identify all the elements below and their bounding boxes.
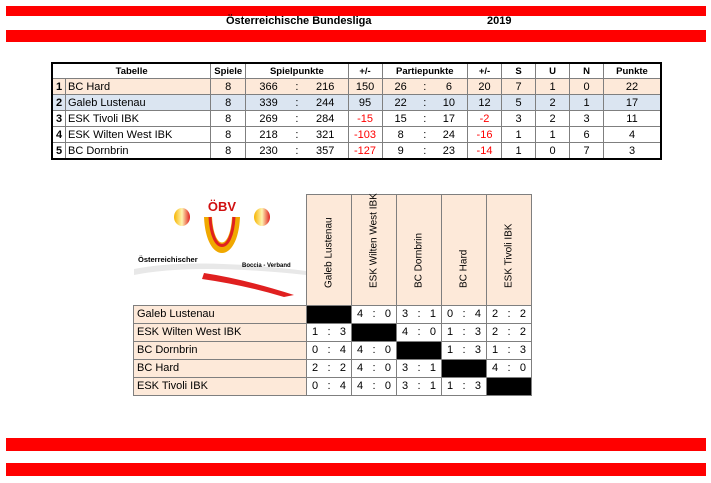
matrix-diagonal: [397, 341, 442, 359]
score-separator: :: [462, 344, 466, 356]
cell-sp-for: 230: [246, 143, 291, 160]
score-separator: :: [417, 362, 421, 374]
cell-pp-diff: -2: [468, 111, 502, 127]
cell-pp-for: 15: [382, 111, 419, 127]
col-sp-diff: +/-: [348, 63, 382, 79]
cell-pp-against: 17: [431, 111, 468, 127]
cell-games: 8: [211, 95, 246, 111]
score-away: 0: [519, 362, 526, 374]
cell-pts: 22: [604, 79, 662, 95]
matrix-col-header: Galeb Lustenau: [307, 195, 352, 306]
score-home: 0: [447, 308, 454, 320]
separator: :: [419, 127, 431, 143]
col-pp-diff: +/-: [468, 63, 502, 79]
matrix-result: [352, 305, 397, 323]
score-separator: :: [507, 326, 511, 338]
score-away: 3: [474, 344, 481, 356]
cell-games: 8: [211, 127, 246, 143]
score-separator: :: [372, 308, 376, 320]
cell-pts: 17: [604, 95, 662, 111]
page-title: Österreichische Bundesliga: [226, 15, 372, 27]
cell-team: BC Dornbrin: [66, 143, 211, 160]
logo: [134, 195, 307, 306]
score-separator: :: [372, 362, 376, 374]
cell-pts: 11: [604, 111, 662, 127]
matrix-result: [442, 341, 487, 359]
score-separator: :: [417, 380, 421, 392]
cell-s: 1: [502, 143, 536, 160]
cell-sp-diff: -15: [348, 111, 382, 127]
cell-pp-diff: 20: [468, 79, 502, 95]
col-punkte: Punkte: [604, 63, 662, 79]
col-u: U: [536, 63, 570, 79]
score-home: 0: [312, 344, 319, 356]
score-home: 1: [447, 344, 454, 356]
table-row: [52, 111, 661, 127]
cell-games: 8: [211, 79, 246, 95]
matrix-result: [487, 323, 532, 341]
score-away: 2: [339, 362, 346, 374]
cell-s: 1: [502, 127, 536, 143]
score-home: 1: [492, 344, 499, 356]
score-home: 2: [492, 326, 499, 338]
separator: :: [291, 127, 303, 143]
score-away: 4: [339, 380, 346, 392]
score-separator: :: [507, 344, 511, 356]
matrix-row-team: BC Dornbrin: [134, 341, 307, 359]
matrix-result: [442, 323, 487, 341]
score-home: 2: [492, 308, 499, 320]
matrix-row-team: ESK Wilten West IBK: [134, 323, 307, 341]
matrix-row-team: Galeb Lustenau: [134, 305, 307, 323]
matrix-result: [397, 305, 442, 323]
score-home: 1: [447, 326, 454, 338]
score-away: 3: [519, 344, 526, 356]
cell-sp-for: 339: [246, 95, 291, 111]
score-away: 1: [429, 362, 436, 374]
col-s: S: [502, 63, 536, 79]
cell-pp-for: 22: [382, 95, 419, 111]
matrix-row: [134, 341, 532, 359]
cell-pts: 3: [604, 143, 662, 160]
cell-n: 1: [570, 95, 604, 111]
cell-rank: 1: [52, 79, 66, 95]
score-separator: :: [372, 380, 376, 392]
cell-sp-for: 366: [246, 79, 291, 95]
score-home: 4: [357, 344, 364, 356]
matrix-result: [307, 341, 352, 359]
cell-sp-diff: 150: [348, 79, 382, 95]
score-separator: :: [462, 308, 466, 320]
separator: :: [419, 95, 431, 111]
cell-pp-for: 8: [382, 127, 419, 143]
score-home: 4: [357, 380, 364, 392]
matrix-row-team: ESK Tivoli IBK: [134, 377, 307, 395]
cell-sp-against: 244: [303, 95, 348, 111]
col-spiele: Spiele: [211, 63, 246, 79]
matrix-diagonal: [307, 305, 352, 323]
red-bar-2: [6, 30, 706, 42]
cell-u: 1: [536, 127, 570, 143]
bottom-red-bar-2: [6, 463, 706, 476]
matrix-col-header: ESK Wilten West IBK: [352, 195, 397, 306]
separator: :: [291, 95, 303, 111]
matrix-result: [307, 377, 352, 395]
table-row: [52, 143, 661, 160]
score-separator: :: [327, 380, 331, 392]
score-home: 3: [402, 308, 409, 320]
matrix-result: [442, 305, 487, 323]
cell-sp-against: 321: [303, 127, 348, 143]
cell-s: 7: [502, 79, 536, 95]
cell-u: 1: [536, 79, 570, 95]
table-row: [52, 95, 661, 111]
score-away: 3: [339, 326, 346, 338]
cell-sp-against: 357: [303, 143, 348, 160]
cell-team: Galeb Lustenau: [66, 95, 211, 111]
matrix-diagonal: [442, 359, 487, 377]
score-home: 3: [402, 380, 409, 392]
score-separator: :: [507, 308, 511, 320]
score-home: 0: [312, 380, 319, 392]
cell-rank: 4: [52, 127, 66, 143]
cell-pp-against: 23: [431, 143, 468, 160]
matrix-row-team: BC Hard: [134, 359, 307, 377]
results-matrix: [133, 194, 532, 396]
cell-n: 3: [570, 111, 604, 127]
cell-u: 2: [536, 111, 570, 127]
score-home: 4: [402, 326, 409, 338]
score-home: 3: [402, 362, 409, 374]
score-separator: :: [462, 326, 466, 338]
matrix-row: [134, 359, 532, 377]
matrix-col-header: BC Dornbrin: [397, 195, 442, 306]
cell-n: 0: [570, 79, 604, 95]
cell-pp-against: 6: [431, 79, 468, 95]
matrix-result: [397, 377, 442, 395]
score-away: 3: [474, 380, 481, 392]
svg-text:ÖBV: ÖBV: [207, 198, 236, 214]
matrix-result: [487, 359, 532, 377]
score-away: 1: [429, 308, 436, 320]
matrix-col-header: BC Hard: [442, 195, 487, 306]
col-n: N: [570, 63, 604, 79]
score-home: 1: [447, 380, 454, 392]
separator: :: [419, 79, 431, 95]
cell-sp-against: 216: [303, 79, 348, 95]
cell-team: ESK Wilten West IBK: [66, 127, 211, 143]
score-away: 4: [339, 344, 346, 356]
score-separator: :: [372, 344, 376, 356]
matrix-col-header: ESK Tivoli IBK: [487, 195, 532, 306]
col-partiepunkte: Partiepunkte: [382, 63, 467, 79]
score-home: 4: [357, 362, 364, 374]
score-away: 0: [429, 326, 436, 338]
matrix-result: [442, 377, 487, 395]
matrix-result: [487, 341, 532, 359]
standings-table: [51, 62, 662, 160]
score-home: 2: [312, 362, 319, 374]
cell-games: 8: [211, 143, 246, 160]
cell-pp-against: 10: [431, 95, 468, 111]
matrix-row: [134, 305, 532, 323]
cell-pp-for: 9: [382, 143, 419, 160]
cell-rank: 5: [52, 143, 66, 160]
score-separator: :: [417, 308, 421, 320]
matrix-diagonal: [487, 377, 532, 395]
cell-s: 3: [502, 111, 536, 127]
score-separator: :: [327, 326, 331, 338]
score-away: 4: [474, 308, 481, 320]
matrix-result: [487, 305, 532, 323]
separator: :: [419, 111, 431, 127]
score-away: 1: [429, 380, 436, 392]
cell-sp-diff: 95: [348, 95, 382, 111]
cell-team: BC Hard: [66, 79, 211, 95]
cell-games: 8: [211, 111, 246, 127]
score-away: 0: [384, 380, 391, 392]
score-home: 4: [492, 362, 499, 374]
table-row: [52, 127, 661, 143]
score-separator: :: [327, 362, 331, 374]
score-separator: :: [327, 344, 331, 356]
cell-n: 7: [570, 143, 604, 160]
cell-pp-diff: 12: [468, 95, 502, 111]
score-separator: :: [462, 380, 466, 392]
cell-pp-diff: -14: [468, 143, 502, 160]
matrix-row: [134, 323, 532, 341]
cell-u: 0: [536, 143, 570, 160]
cell-rank: 2: [52, 95, 66, 111]
matrix-result: [397, 323, 442, 341]
table-row: [52, 79, 661, 95]
cell-s: 5: [502, 95, 536, 111]
matrix-result: [307, 359, 352, 377]
cell-sp-for: 218: [246, 127, 291, 143]
cell-pp-diff: -16: [468, 127, 502, 143]
separator: :: [291, 143, 303, 160]
score-away: 3: [474, 326, 481, 338]
matrix-result: [307, 323, 352, 341]
cell-pts: 4: [604, 127, 662, 143]
cell-sp-against: 284: [303, 111, 348, 127]
cell-sp-for: 269: [246, 111, 291, 127]
cell-sp-diff: -103: [348, 127, 382, 143]
separator: :: [291, 111, 303, 127]
score-away: 0: [384, 344, 391, 356]
score-home: 1: [312, 326, 319, 338]
svg-text:Boccia - Verband: Boccia - Verband: [241, 262, 291, 269]
matrix-result: [352, 341, 397, 359]
score-away: 0: [384, 362, 391, 374]
matrix-row: [134, 377, 532, 395]
cell-team: ESK Tivoli IBK: [66, 111, 211, 127]
score-away: 2: [519, 326, 526, 338]
col-tabelle: Tabelle: [52, 63, 211, 79]
matrix-result: [352, 359, 397, 377]
score-separator: :: [417, 326, 421, 338]
cell-n: 6: [570, 127, 604, 143]
score-away: 2: [519, 308, 526, 320]
matrix-result: [352, 377, 397, 395]
cell-sp-diff: -127: [348, 143, 382, 160]
cell-pp-against: 24: [431, 127, 468, 143]
cell-pp-for: 26: [382, 79, 419, 95]
season-year: 2019: [487, 15, 512, 27]
score-separator: :: [507, 362, 511, 374]
svg-text:Österreichischer: Österreichischer: [137, 254, 198, 264]
separator: :: [291, 79, 303, 95]
col-spielpunkte: Spielpunkte: [246, 63, 348, 79]
oebv-logo-icon: [134, 195, 306, 302]
bottom-red-bar-1: [6, 438, 706, 451]
cell-rank: 3: [52, 111, 66, 127]
matrix-result: [397, 359, 442, 377]
score-home: 4: [357, 308, 364, 320]
score-away: 0: [384, 308, 391, 320]
standings-header: [52, 63, 661, 79]
separator: :: [419, 143, 431, 160]
cell-u: 2: [536, 95, 570, 111]
matrix-diagonal: [352, 323, 397, 341]
